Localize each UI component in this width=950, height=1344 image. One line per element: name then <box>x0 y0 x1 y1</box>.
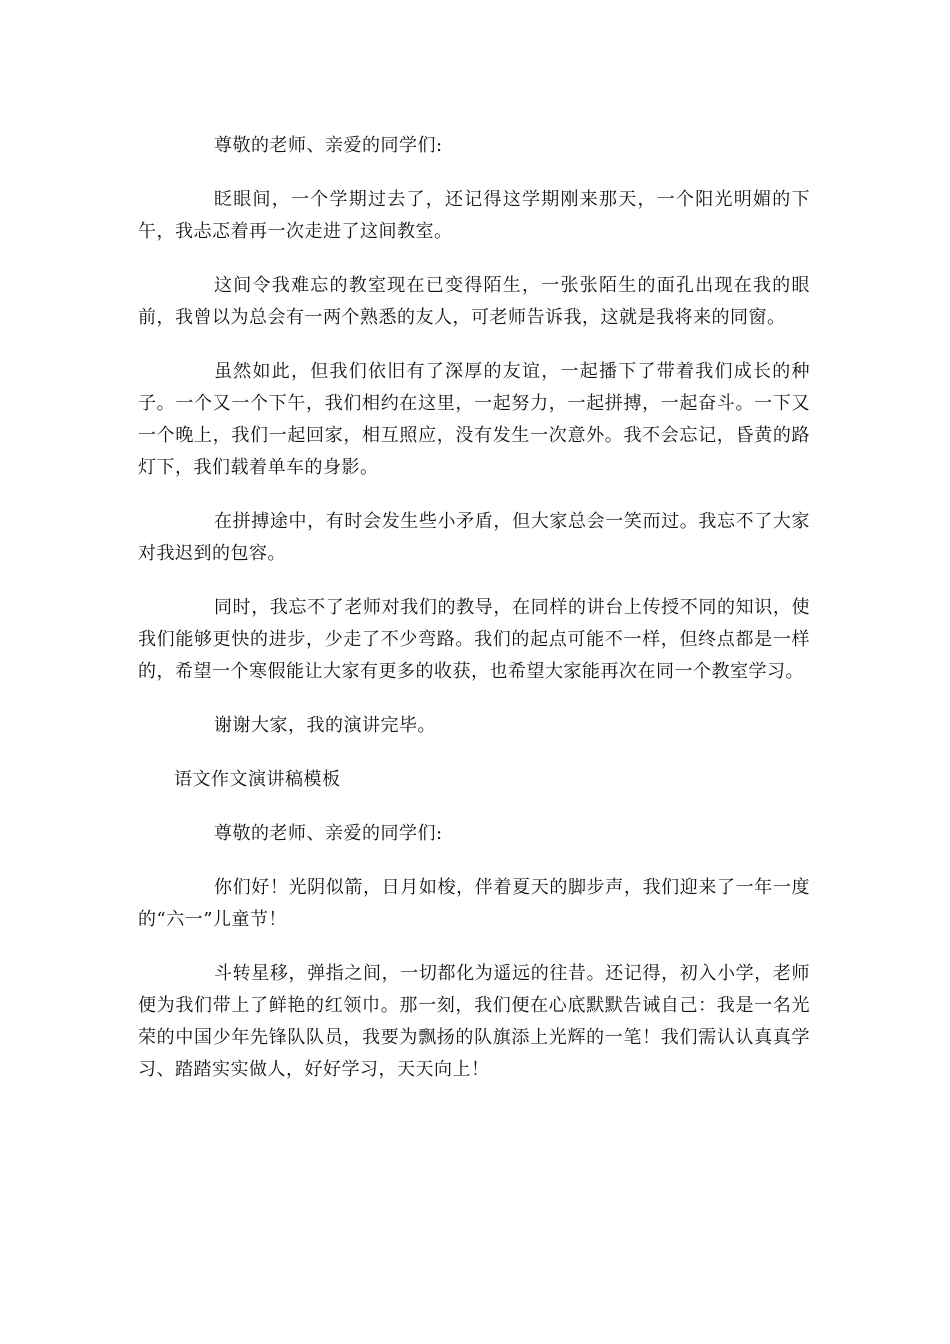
body-paragraph: 斗转星移，弹指之间，一切都化为遥远的往昔。还记得，初入小学，老师便为我们带上了鲜艳的红领巾。那一刻，我们便在心底默默告诫自己：我是一名光荣的中国少年先锋队队员，我要为飘扬的队旗添上光辉的一笔！我们需认认真真学习、踏踏实实做人，好好学习，天天向上！ <box>138 963 810 1080</box>
closing-paragraph: 谢谢大家，我的演讲完毕。 <box>214 715 436 736</box>
section-title: 语文作文演讲稿模板 <box>174 769 341 790</box>
body-paragraph: 你们好！光阴似箭，日月如梭，伴着夏天的脚步声，我们迎来了一年一度的“六一”儿童节！ <box>138 877 810 930</box>
body-paragraph: 在拼搏途中，有时会发生些小矛盾，但大家总会一笑而过。我忘不了大家对我迟到的包容。 <box>138 511 810 564</box>
body-paragraph: 眨眼间，一个学期过去了，还记得这学期刚来那天，一个阳光明媚的下午，我忐忑着再一次走进了这间教室。 <box>138 189 810 242</box>
document-body <box>138 130 810 1086</box>
salutation-paragraph: 尊敬的老师、亲爱的同学们: <box>214 135 443 156</box>
salutation-paragraph: 尊敬的老师、亲爱的同学们: <box>214 823 443 844</box>
body-paragraph: 同时，我忘不了老师对我们的教导，在同样的讲台上传授不同的知识，使我们能够更快的进步，少走了不少弯路。我们的起点可能不一样，但终点都是一样的，希望一个寒假能让大家有更多的收获，也希望大家能再次在同一个教室学习。 <box>138 597 810 682</box>
body-paragraph: 虽然如此，但我们依旧有了深厚的友谊，一起播下了带着我们成长的种子。一个又一个下午，我们相约在这里，一起努力，一起拼搏，一起奋斗。一下又一个晚上，我们一起回家，相互照应，没有发生一次意外。我不会忘记，昏黄的路灯下，我们载着单车的身影。 <box>138 361 810 478</box>
body-paragraph: 这间令我难忘的教室现在已变得陌生，一张张陌生的面孔出现在我的眼前，我曾以为总会有一两个熟悉的友人，可老师告诉我，这就是我将来的同窗。 <box>138 275 810 328</box>
